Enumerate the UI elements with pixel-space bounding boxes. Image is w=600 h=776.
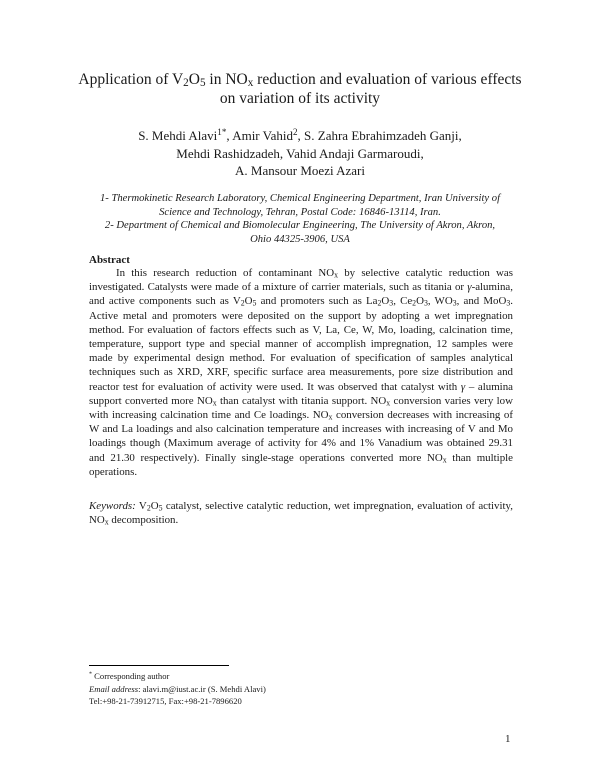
author-name: S. Mehdi Alavi — [138, 128, 218, 143]
abstract-heading: Abstract — [89, 254, 130, 266]
corresponding-author-note: * Corresponding author — [89, 671, 170, 681]
paper-title: Application of $V_2O_5$ in $NO_x$ reduction and evaluation of various effects on variation of its activity — [78, 71, 522, 107]
phone-fax-line: Tel:+98-21-73912715, Fax:+98-21-7896620 — [89, 696, 242, 706]
author-name: S. Zahra Ebrahimzadeh Ganji, — [304, 128, 462, 143]
keywords-label: Keywords: — [89, 500, 136, 512]
email-line: Email address: alavi.m@iust.ac.ir (S. Mehdi Alavi) — [89, 683, 266, 694]
keywords: Keywords: $V_2O_5$ catalyst, selective catalytic reduction, wet impregnation, evaluation of activity, $NO_x$ decomposition. — [89, 500, 514, 527]
footnote — [89, 670, 266, 708]
author-list: S. Mehdi Alavi$^{1*}$, Amir Vahid$^2$, S. Zahra Ebrahimzadeh Ganji, Mehdi Rashidzadeh, Vahid Andaji Garmaroudi, A. Mansour Moezi Azari — [138, 127, 462, 178]
affiliation-1: 1- Thermokinetic Research Laboratory, Chemical Engineering Department, Iran University of Science and Technology, Tehran, Postal Code: 16846-13114, Iran. — [99, 193, 501, 218]
author-name: A. Mansour Moezi Azari — [235, 163, 365, 178]
author-affiliation-mark: 2 — [292, 127, 298, 137]
page-number: 1 — [505, 733, 511, 745]
affiliation-2: 2- Department of Chemical and Biomolecular Engineering, The University of Akron, Akron, Ohio 44325-3906, USA — [104, 220, 496, 245]
author-name: Amir Vahid — [232, 128, 293, 143]
footnote-divider — [89, 665, 229, 666]
affiliations — [95, 192, 505, 246]
author-affiliation-mark: 1* — [217, 127, 227, 137]
abstract-body: In this research reduction of contaminant $NO_x$ by selective catalytic reduction was investigated. Catalysts were made of a mixture of carrier materials, such as titania or γ-alumina, and active components such as $V_2O_5$ and promoters such as $La_2O_3$, $Ce_2O_3$, $WO_3$, and MoO$_3$. Active metal and promoters were deposited on the support by adopting a wet impregnation method. For evaluation of factors effects such as V, La, Ce, W, Mo, loading, calcination time, temperature, support type and special manner of accomplish impregnation, 12 samples were made by experimental design method. For evaluation of specification of samples analytical techniques such as XRD, XRF, specific surface area measurements, pore size distribution and reactor test for evaluation of activity were used. It was observed that catalyst with γ – alumina support converted more $NO_x$ than catalyst with titania support. $NO_x$ conversion varies very low with increasing calcination time and Ce loadings. $NO_x$ conversion decreases with increasing of W and La loadings and also calcination temperature and increases with increasing of V and Mo loadings though (Maximum average of activity for 4% and 1% Vanadium was obtained 29.31 and 21.30 respectively). Finally single-stage operations converted more $NO_x$ than multiple operations. — [89, 267, 513, 478]
author-name: Mehdi Rashidzadeh, Vahid Andaji Garmaroudi, — [176, 145, 424, 161]
